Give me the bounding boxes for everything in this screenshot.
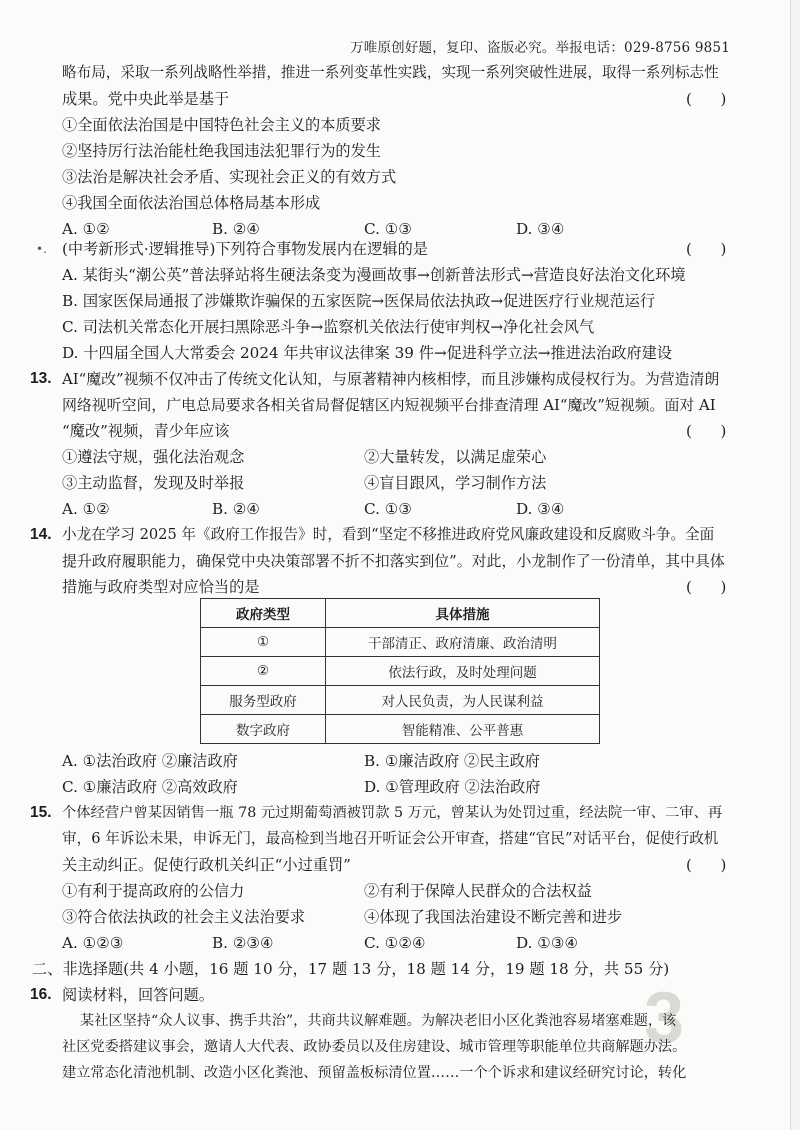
question-13-option-c: C. ①③ — [364, 500, 412, 518]
question-13-line-2: 网络视听空间，广电总局要求各相关省局督促辖区内短视频平台排查清理 AI“魔改”短视频。面对 AI — [62, 396, 716, 414]
question-15-option-b: B. ②③④ — [212, 934, 274, 952]
answer-paren-14: ( ) — [686, 578, 727, 596]
question-14-line-3: 措施与政府类型对应恰当的是 — [62, 578, 260, 596]
material-line-1: 某社区坚持“众人议事、携手共治”，共商共议解难题。为解决老旧小区化粪池容易堵塞难题，该 — [80, 1013, 677, 1029]
question-14-number: 14. — [30, 526, 52, 543]
question-13-item-2: ②大量转发，以满足虚荣心 — [364, 448, 547, 466]
question-15-number: 15. — [30, 804, 52, 821]
table-cell-type: ② — [201, 657, 326, 686]
question-13-option-b: B. ②④ — [212, 500, 261, 518]
table-header-measure: 具体措施 — [326, 599, 600, 628]
intro-line-2: 成果。党中央此举是基于 — [62, 90, 230, 108]
question-12-option-d: D. 十四届全国人大常委会 2024 年共审议法律案 39 件→促进科学立法→推进法治政府建设 — [62, 344, 673, 362]
question-15-line-1: 个体经营户曾某因销售一瓶 78 元过期葡萄酒被罚款 5 万元，曾某认为处罚过重，经法院一审、二审、再 — [62, 805, 723, 821]
question-13-option-d: D. ③④ — [516, 500, 565, 518]
question-13-item-4: ④盲目跟风，学习制作方法 — [364, 474, 547, 492]
question-14-line-2: 提升政府履职能力，确保党中央决策部署不折不扣落实到位”。对此，小龙制作了一份清单，其中具体 — [62, 552, 725, 570]
answer-paren-12: ( ) — [686, 240, 727, 258]
question-15-item-1: ①有利于提高政府的公信力 — [62, 882, 245, 900]
question-12-option-a: A. 某街头“潮公英”普法驿站将生硬法条变为漫画故事→创新普法形式→营造良好法治文化环境 — [62, 266, 686, 284]
intro-item-1: ①全面依法治国是中国特色社会主义的本质要求 — [62, 116, 381, 134]
question-15-item-2: ②有利于保障人民群众的合法权益 — [364, 882, 592, 900]
intro-option-d: D. ③④ — [516, 220, 565, 238]
table-header-type: 政府类型 — [201, 599, 326, 628]
answer-paren-15: ( ) — [686, 856, 727, 874]
answer-paren-intro: ( ) — [686, 90, 727, 108]
intro-line-1: 略布局，采取一系列战略性举措，推进一系列变革性实践，实现一系列突破性进展，取得一系列标志性 — [62, 64, 719, 81]
table-cell-type: ① — [201, 628, 326, 657]
table-header-row — [201, 599, 600, 628]
question-15-item-4: ④体现了我国法治建设不断完善和进步 — [364, 908, 623, 926]
table-row — [201, 628, 600, 657]
question-15-option-a: A. ①②③ — [62, 934, 124, 952]
question-12-stem: (中考新形式·逻辑推导)下列符合事物发展内在逻辑的是 — [62, 240, 428, 258]
question-13-line-3: “魔改”视频，青少年应该 — [62, 422, 230, 440]
question-16-number: 16. — [30, 986, 52, 1003]
material-line-2: 社区党委搭建议事会，邀请人大代表、政协委员以及住房建设、城市管理等职能单位共商解题办法。 — [62, 1039, 687, 1055]
question-13-option-a: A. ①② — [62, 500, 110, 518]
question-16-stem: 阅读材料，回答问题。 — [62, 986, 214, 1004]
material-line-3: 建立常态化清池机制、改造小区化粪池、预留盖板标清位置……一个个诉求和建议经研究讨论，转化 — [62, 1065, 687, 1081]
question-14-option-c: C. ①廉洁政府 ②高效政府 — [62, 778, 238, 796]
section-heading: 二、非选择题(共 4 小题，16 题 10 分，17 题 13 分，18 题 14 分，19 题 18 分，共 55 分) — [32, 960, 670, 978]
table-cell-measure: 对人民负责，为人民谋利益 — [326, 686, 600, 715]
intro-item-2: ②坚持厉行法治能杜绝我国违法犯罪行为的发生 — [62, 142, 381, 160]
question-13-line-1: AI“魔改”视频不仅冲击了传统文化认知，与原著精神内核相悖，而且涉嫌构成侵权行为。为营造清朗 — [62, 370, 720, 388]
question-14-line-1: 小龙在学习 2025 年《政府工作报告》时，看到“坚定不移推进政府党风廉政建设和反腐败斗争。全面 — [62, 526, 715, 543]
table-cell-measure: 干部清正、政府清廉、政治清明 — [326, 628, 600, 657]
question-15-option-d: D. ①③④ — [516, 934, 579, 952]
question-14-option-b: B. ①廉洁政府 ②民主政府 — [364, 752, 540, 770]
page-stamp: 3 — [644, 978, 685, 1058]
question-15-item-3: ③符合依法执政的社会主义法治要求 — [62, 908, 305, 926]
page-header: 万唯原创好题，复印、盗版必究。举报电话：029-8756 9851 — [350, 40, 730, 56]
table-cell-type: 服务型政府 — [201, 686, 326, 715]
intro-option-a: A. ①② — [62, 220, 110, 238]
question-15-line-2: 审，6 年诉讼未果，申诉无门，最高检到当地召开听证会公开审查，搭建“官民”对话平台，促使行政机 — [62, 830, 719, 847]
question-14-option-a: A. ①法治政府 ②廉洁政府 — [62, 752, 238, 770]
table-row — [201, 686, 600, 715]
question-15-option-c: C. ①②④ — [364, 934, 426, 952]
intro-item-3: ③法治是解决社会矛盾、实现社会正义的有效方式 — [62, 168, 397, 186]
question-12-marker: •. — [36, 242, 47, 256]
answer-paren-13: ( ) — [686, 422, 727, 440]
question-12-option-b: B. 国家医保局通报了涉嫌欺诈骗保的五家医院→医保局依法执政→促进医疗行业规范运行 — [62, 292, 656, 310]
table-cell-type: 数字政府 — [201, 715, 326, 744]
question-13-item-1: ①遵法守规，强化法治观念 — [62, 448, 245, 466]
question-13-item-3: ③主动监督，发现及时举报 — [62, 474, 245, 492]
question-15-line-3: 关主动纠正。促使行政机关纠正“小过重罚” — [62, 856, 351, 874]
intro-option-b: B. ②④ — [212, 220, 261, 238]
question-12-option-c: C. 司法机关常态化开展扫黑除恶斗争→监察机关依法行使审判权→净化社会风气 — [62, 318, 595, 336]
question-13-number: 13. — [30, 370, 52, 387]
question-14-option-d: D. ①管理政府 ②法治政府 — [364, 778, 541, 796]
intro-option-c: C. ①③ — [364, 220, 412, 238]
intro-item-4: ④我国全面依法治国总体格局基本形成 — [62, 194, 321, 212]
table-row — [201, 657, 600, 686]
table-cell-measure: 智能精准、公平普惠 — [326, 715, 600, 744]
table-row — [201, 715, 600, 744]
government-type-table — [200, 598, 600, 744]
table-cell-measure: 依法行政，及时处理问题 — [326, 657, 600, 686]
